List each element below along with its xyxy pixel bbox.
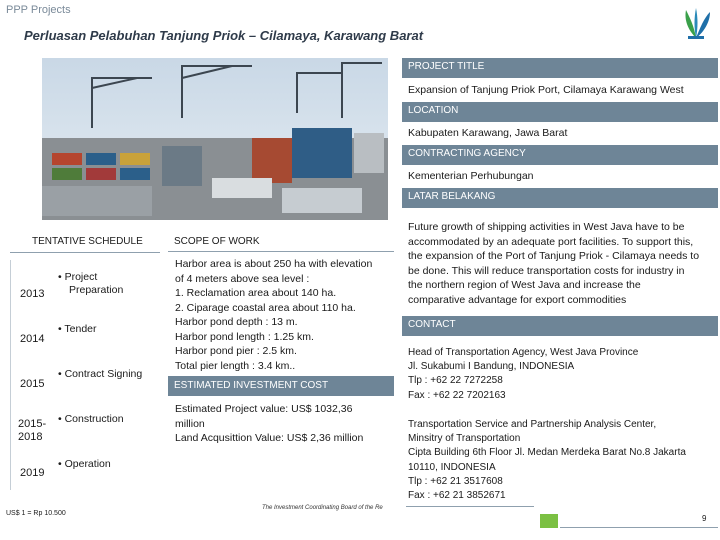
- contact-line: Cipta Building 6th Floor Jl. Medan Merdeka Barat No.8 Jakarta: [408, 447, 686, 459]
- schedule-year: 2013: [20, 288, 45, 300]
- schedule-activity: Operation: [64, 458, 111, 470]
- schedule-divider: [10, 252, 160, 253]
- latar-belakang-text: [408, 220, 718, 307]
- scope-line: Harbor area is about 250 ha with elevation: [175, 258, 373, 270]
- scope-line: 1. Reclamation area about 140 ha.: [175, 287, 337, 299]
- contact-line: Fax : +62 21 3852671: [408, 490, 506, 502]
- contact-block-2: [408, 418, 718, 503]
- schedule-year-line: 2018: [18, 431, 43, 443]
- schedule-item: • Contract Signing: [58, 368, 143, 380]
- investment-line: million: [175, 417, 205, 430]
- scope-line: Harbor pond pier : 2.5 km.: [175, 345, 297, 357]
- scope-header: SCOPE OF WORK: [174, 236, 260, 247]
- schedule-year-line: 2015-: [18, 418, 47, 430]
- contracting-agency-value: Kementerian Perhubungan: [408, 170, 534, 182]
- contracting-agency-header: CONTRACTING AGENCY: [402, 145, 718, 165]
- footer-divider: [406, 506, 534, 507]
- agency-footer: The Investment Coordinating Board of the Re: [262, 505, 383, 511]
- background-line: be done. This will reduce transportation costs for industry in: [408, 264, 685, 277]
- schedule-activity: Tender: [64, 323, 97, 335]
- footer-divider-right: [560, 527, 718, 528]
- schedule-activity: Project: [64, 271, 98, 283]
- contact-line: Minsitry of Transportation: [408, 433, 521, 445]
- latar-belakang-header: LATAR BELAKANG: [402, 188, 718, 208]
- green-accent-block: [540, 514, 558, 528]
- background-line: accommodated by an adequate port facilities. To support this,: [408, 235, 694, 248]
- contact-line: Transportation Service and Partnership Analysis Center,: [408, 419, 657, 430]
- background-line: comparative advantage for export commodities: [408, 293, 627, 306]
- schedule-year: 2019: [20, 467, 45, 479]
- project-title-header: PROJECT TITLE: [402, 58, 718, 78]
- schedule-activity: Construction: [64, 413, 124, 425]
- section-label: PPP Projects: [6, 4, 71, 16]
- scope-header-box: [168, 230, 394, 252]
- scope-line: Total pier length : 3.4 km..: [175, 359, 296, 372]
- schedule-year: 2014: [20, 333, 45, 345]
- schedule-item: • Operation: [58, 458, 111, 470]
- timeline-line: [10, 260, 11, 490]
- page-title: Perluasan Pelabuhan Tanjung Priok – Cilamaya, Karawang Barat: [24, 28, 424, 43]
- contact-line: Tlp : +62 22 7272258: [408, 375, 503, 387]
- contact-header: CONTACT: [402, 316, 718, 336]
- background-line: the expansion of the Port of Tanjung Priok - Cilamaya needs to: [408, 250, 700, 262]
- contact-line: Fax : +62 22 7202163: [408, 389, 506, 401]
- schedule-activity: Contract Signing: [64, 368, 143, 380]
- location-value: Kabupaten Karawang, Jawa Barat: [408, 127, 568, 139]
- location-header: LOCATION: [402, 102, 718, 122]
- scope-line: Harbor pond depth : 13 m.: [175, 316, 298, 328]
- schedule-year: 2015: [20, 378, 45, 390]
- contact-line: Tlp : +62 21 3517608: [408, 475, 503, 487]
- investment-line: Land Acqusittion Value: US$ 2,36 million: [175, 432, 364, 444]
- project-title-value: Expansion of Tanjung Priok Port, Cilamaya Karawang West: [408, 84, 684, 96]
- contact-block-1: [408, 346, 718, 403]
- exchange-rate: US$ 1 = Rp 10.500: [6, 510, 66, 517]
- scope-line: Harbor pond length : 1.25 km.: [175, 330, 314, 343]
- schedule-item: • Tender: [58, 323, 97, 335]
- bkpm-logo-icon: [678, 6, 714, 40]
- scope-line: of 4 meters above sea level :: [175, 272, 310, 285]
- schedule-header: TENTATIVE SCHEDULE: [32, 236, 143, 247]
- contact-line: 10110, INDONESIA: [408, 461, 496, 473]
- scope-text: [175, 257, 397, 373]
- background-line: the northern region of West Java and increase the: [408, 279, 641, 291]
- schedule-item: • Construction: [58, 413, 124, 425]
- investment-line: Estimated Project value: US$ 1032,36: [175, 403, 353, 415]
- scope-line: 2. Ciparage coastal area about 110 ha.: [175, 301, 356, 314]
- page-number: 9: [702, 514, 707, 523]
- schedule-item: • Project Preparation: [58, 271, 124, 296]
- contact-line: Head of Transportation Agency, West Java Province: [408, 347, 639, 358]
- investment-text: [175, 402, 397, 446]
- schedule-activity: Preparation: [69, 284, 124, 296]
- background-line: Future growth of shipping activities in West Java have to be: [408, 221, 685, 233]
- schedule-year: [18, 418, 46, 444]
- investment-header: ESTIMATED INVESTMENT COST: [168, 376, 394, 396]
- contact-line: Jl. Sukabumi I Bandung, INDONESIA: [408, 361, 575, 373]
- port-photo: [42, 58, 388, 220]
